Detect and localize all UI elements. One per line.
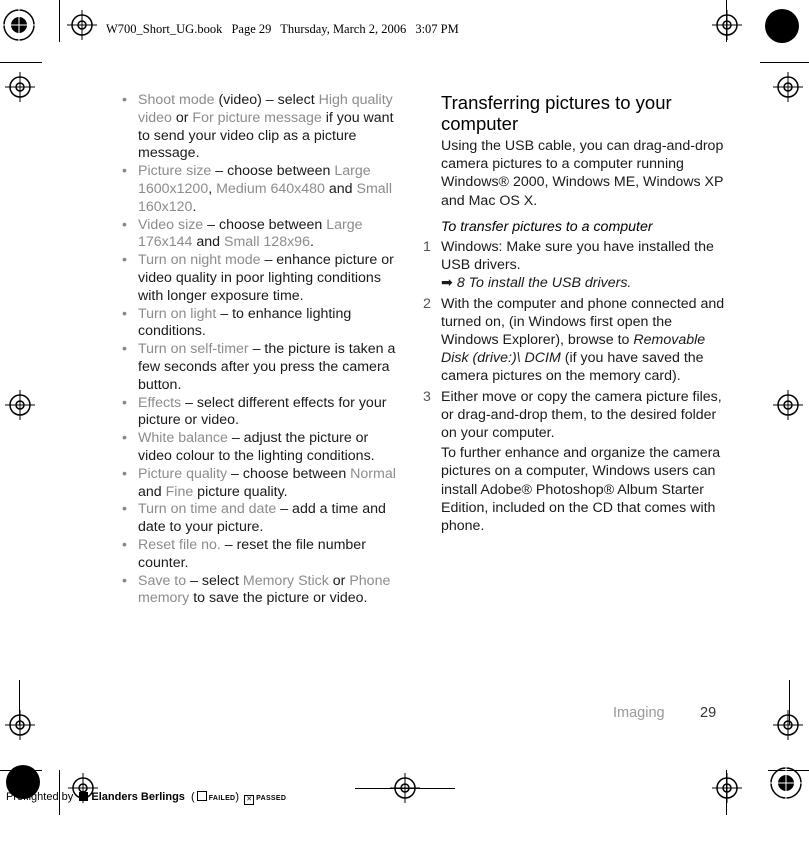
description-text: – enhance picture or video quality in poor lighting conditions with longer exposure time. — [138, 252, 394, 304]
preflight-stamp: Preflighted by Elanders Berlings ( FAILED) ✕ PASSED — [6, 791, 287, 803]
settings-list-item — [120, 466, 400, 502]
description-text: and — [192, 234, 224, 251]
description-text: or — [171, 109, 193, 126]
settings-list-item — [120, 217, 400, 253]
menu-option-name: Video size — [138, 216, 204, 233]
menu-option-name: Normal — [350, 465, 396, 482]
print-header — [106, 22, 465, 37]
crosshair-icon — [5, 390, 35, 420]
crop-mark — [0, 62, 42, 63]
menu-option-name: For picture message — [192, 109, 322, 126]
logo-mark-icon — [79, 792, 88, 801]
failed-label: FAILED — [208, 795, 236, 802]
passed-label: PASSED — [256, 795, 287, 802]
menu-option-name: Shoot mode — [138, 92, 215, 108]
menu-option-name: Effects — [138, 394, 182, 411]
settings-list-item — [120, 341, 400, 394]
header-time: 3:07 PM — [415, 22, 459, 36]
page-number: 29 — [700, 705, 717, 721]
step-2 — [423, 295, 731, 386]
step-number: 1 — [423, 239, 431, 256]
description-text: or — [328, 572, 350, 589]
menu-option-name: Reset file no. — [138, 536, 221, 553]
step-3 — [423, 388, 731, 536]
menu-option-name: High quality video — [138, 92, 393, 126]
procedure-title: To transfer pictures to a computer — [441, 218, 653, 235]
crosshair-icon — [5, 72, 35, 102]
menu-option-name: White balance — [138, 430, 228, 447]
section-title: Transferring pictures to your computer — [441, 92, 672, 134]
step-text-end: (if you have saved the camera pictures on the memory card). — [441, 350, 704, 385]
crosshair-icon — [773, 710, 803, 740]
crop-mark — [760, 62, 809, 63]
crop-mark — [355, 788, 455, 789]
path-text: Removable Disk (drive:)\ DCIM — [441, 332, 706, 367]
step-number: 3 — [423, 388, 431, 405]
menu-option-name: Phone memory — [138, 572, 391, 607]
description-text: – to enhance lighting conditions. — [138, 305, 352, 340]
menu-option-name: Turn on night mode — [138, 252, 261, 269]
description-text: and — [324, 180, 357, 197]
crosshair-icon — [67, 10, 97, 40]
menu-option-name: Large 176x144 — [138, 216, 363, 251]
header-file: W700_Short_UG.book — [106, 22, 223, 36]
preflight-company: Elanders Berlings — [91, 791, 185, 803]
settings-list-column — [120, 92, 400, 608]
description-text: – choose between — [203, 216, 327, 233]
crop-mark — [59, 0, 60, 42]
crosshair-icon — [773, 390, 803, 420]
description-text: – add a time and date to your picture. — [138, 501, 386, 536]
settings-list-item — [120, 501, 400, 537]
menu-option-name: Small 128x96 — [224, 234, 310, 251]
description-text: picture quality. — [193, 483, 288, 500]
crosshair-icon — [712, 10, 742, 40]
description-text: if you want to send your video clip as a picture message. — [138, 109, 394, 162]
step-text: With the computer and phone connected and turned on, (in Windows first open the Windows Explorer), browse to — [441, 295, 725, 349]
menu-option-name: Fine — [165, 483, 194, 500]
settings-list-item — [120, 537, 400, 573]
description-text: – select — [186, 572, 243, 589]
preflight-prefix: Preflighted by — [6, 791, 74, 803]
step-text: Windows: Make sure you have installed the USB drivers. — [441, 239, 714, 274]
step-1 — [423, 238, 731, 293]
cross-reference-text: 8 To install the USB drivers. — [456, 275, 632, 292]
description-text: – choose between — [227, 465, 351, 482]
description-text: – adjust the picture or video colour to the lighting conditions. — [138, 430, 375, 464]
registration-dot — [765, 9, 799, 43]
header-date: Thursday, March 2, 2006 — [280, 22, 407, 36]
transfer-section — [423, 92, 731, 537]
description-text: to save the picture or video. — [189, 590, 368, 607]
menu-option-name: Turn on self-timer — [138, 341, 249, 358]
settings-list-item — [120, 163, 400, 216]
extra-paragraph: To further enhance and organize the camera pictures on a computer, Windows users can install Adobe® Photoshop® Album Starter Edition, included on the CD that comes with phone. — [441, 445, 721, 535]
menu-option-name: Turn on time and date — [138, 501, 277, 518]
intro-paragraph: Using the USB cable, you can drag-and-drop camera pictures to a computer running Windows® 2000, Windows ME, Windows XP and Mac OS X. — [441, 138, 724, 209]
procedure-steps — [423, 238, 731, 535]
description-text: – select different effects for your picture or video. — [138, 394, 387, 429]
settings-list — [120, 92, 400, 608]
menu-option-name: Save to — [138, 572, 187, 589]
menu-option-name: Memory Stick — [242, 572, 329, 589]
checkbox-passed-icon: ✕ — [244, 795, 254, 805]
step-text: Either move or copy the camera picture files, or drag-and-drop them, to the desired folder on your computer. — [441, 388, 722, 442]
crosshair-icon — [5, 710, 35, 740]
crosshair-icon — [712, 773, 742, 803]
footer-section-name: Imaging — [613, 705, 665, 721]
settings-list-item — [120, 395, 400, 431]
description-text: and — [138, 483, 166, 500]
description-text: . — [192, 198, 197, 215]
crosshair-icon — [773, 72, 803, 102]
description-text: – the picture is taken a few seconds after you press the camera button. — [138, 341, 396, 393]
step-number: 2 — [423, 295, 431, 312]
settings-list-item — [120, 430, 400, 466]
registration-mark-icon — [2, 8, 36, 42]
settings-list-item — [120, 573, 400, 609]
description-text: – reset the file number counter. — [138, 536, 366, 571]
settings-list-item — [120, 306, 400, 342]
menu-option-name: Small 160x120 — [138, 180, 392, 215]
menu-option-name: Large 1600x1200 — [138, 163, 371, 197]
description-text: , — [208, 180, 217, 197]
description-text: – choose between — [211, 163, 335, 180]
menu-option-name: Picture quality — [138, 465, 228, 482]
settings-list-item — [120, 252, 400, 305]
registration-mark-icon — [769, 766, 803, 800]
description-text: (video) – select — [214, 92, 319, 108]
header-page: Page 29 — [231, 22, 272, 36]
checkbox-failed-icon — [197, 791, 207, 801]
description-text: . — [309, 234, 314, 251]
settings-list-item — [120, 92, 400, 163]
menu-option-name: Turn on light — [138, 305, 217, 322]
arrow-right-icon: ➡ — [441, 275, 453, 292]
cross-reference — [441, 274, 731, 292]
menu-option-name: Picture size — [138, 163, 212, 180]
menu-option-name: Medium 640x480 — [216, 180, 325, 197]
